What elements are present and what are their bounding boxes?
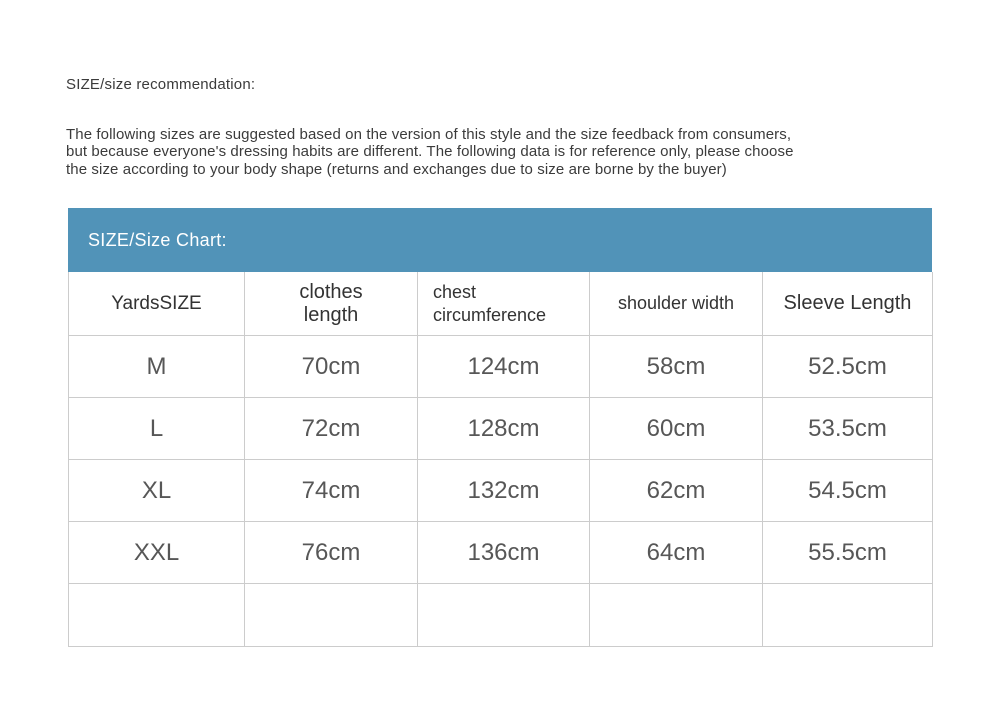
size-description <box>66 126 794 178</box>
table-cell: 70cm <box>245 336 418 398</box>
table-cell: 64cm <box>590 522 763 584</box>
table-row <box>69 336 933 398</box>
size-table <box>68 272 933 647</box>
size-chart-title-bar <box>68 208 932 272</box>
table-cell: 52.5cm <box>763 336 933 398</box>
table-cell <box>245 584 418 647</box>
description-line: but because everyone's dressing habits are different. The following data is for reference only, please choose <box>66 143 794 161</box>
table-cell: M <box>69 336 245 398</box>
table-cell: 124cm <box>418 336 590 398</box>
table-cell <box>590 584 763 647</box>
table-cell: 62cm <box>590 460 763 522</box>
table-cell: XXL <box>69 522 245 584</box>
table-cell <box>69 584 245 647</box>
table-row <box>69 398 933 460</box>
table-cell: XL <box>69 460 245 522</box>
table-row <box>69 460 933 522</box>
table-cell: 128cm <box>418 398 590 460</box>
table-row <box>69 584 933 647</box>
header-row <box>69 272 933 336</box>
table-cell: 76cm <box>245 522 418 584</box>
column-header-clothes-length: clothes length <box>245 272 418 336</box>
table-cell <box>418 584 590 647</box>
table-cell: 58cm <box>590 336 763 398</box>
table-cell <box>763 584 933 647</box>
size-chart-title: SIZE/Size Chart: <box>88 229 227 250</box>
page-title: SIZE/size recommendation: <box>66 76 256 93</box>
description-line: The following sizes are suggested based on the version of this style and the size feedback from consumers, <box>66 126 792 143</box>
column-header-size: YardsSIZE <box>69 272 245 336</box>
table-cell: 54.5cm <box>763 460 933 522</box>
table-cell: 55.5cm <box>763 522 933 584</box>
table-row <box>69 522 933 584</box>
table-cell: L <box>69 398 245 460</box>
column-header-sleeve-length: Sleeve Length <box>763 272 933 336</box>
column-header-shoulder-width: shoulder width <box>590 272 763 336</box>
column-header-chest-circumference: chest circumference <box>418 272 590 336</box>
description-line: the size according to your body shape (returns and exchanges due to size are borne by the buyer) <box>66 160 727 178</box>
table-cell: 53.5cm <box>763 398 933 460</box>
table-cell: 72cm <box>245 398 418 460</box>
table-cell: 136cm <box>418 522 590 584</box>
table-cell: 60cm <box>590 398 763 460</box>
table-cell: 132cm <box>418 460 590 522</box>
table-cell: 74cm <box>245 460 418 522</box>
